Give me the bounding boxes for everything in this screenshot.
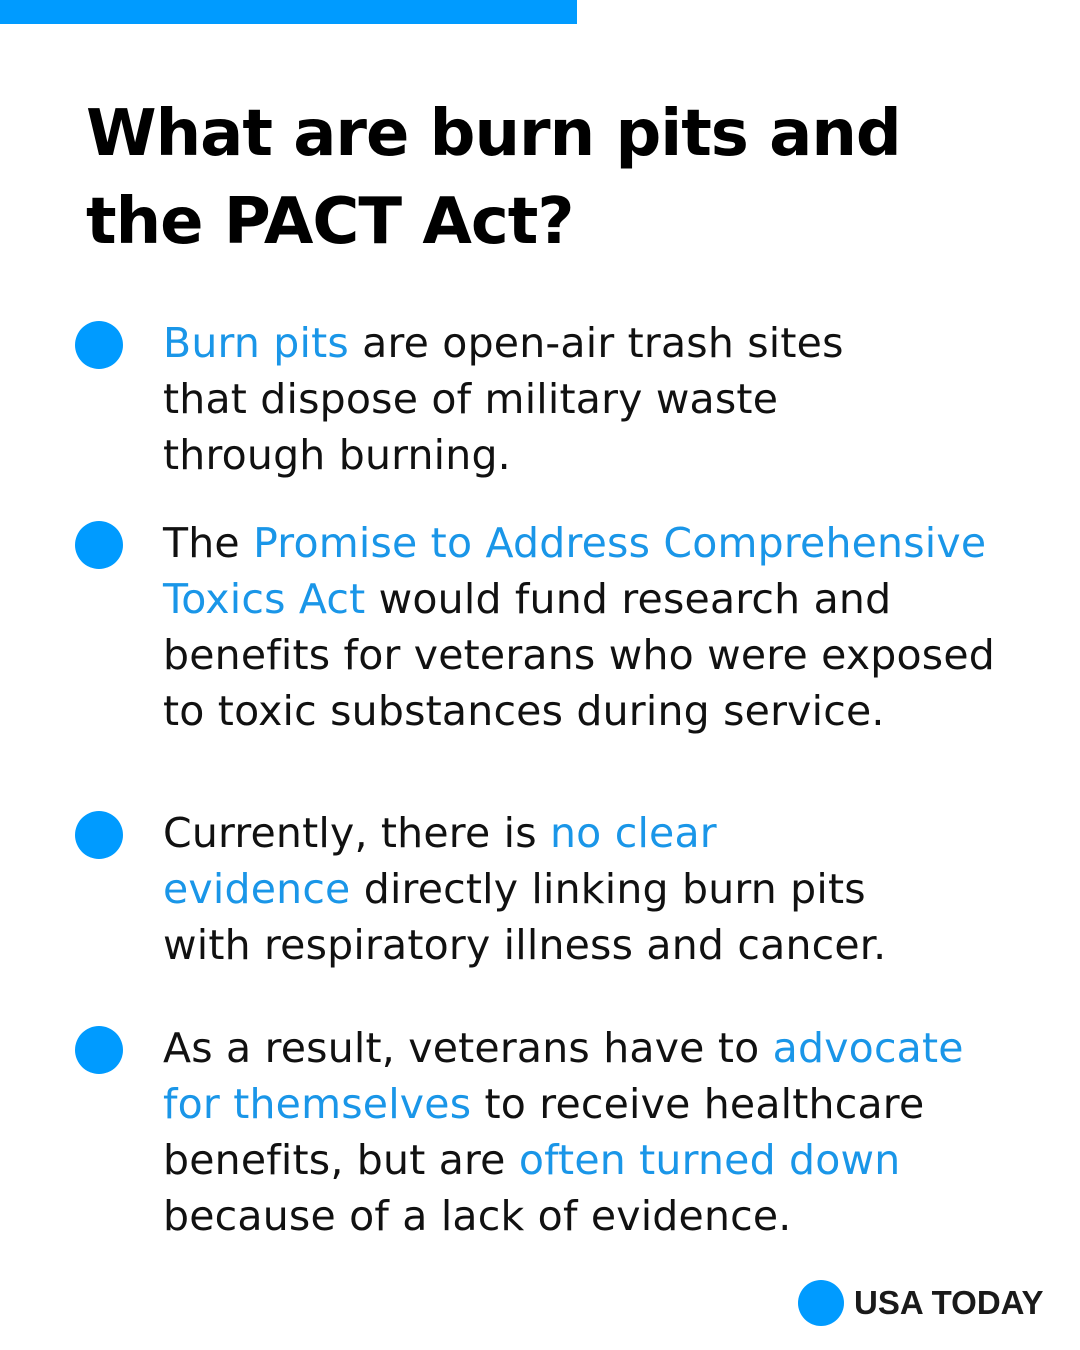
bullet-line [163,571,1068,627]
highlighted-phrase: for themselves [163,1080,472,1128]
top-accent-bar [0,0,577,24]
highlighted-phrase: evidence [163,865,351,913]
bullet-line [163,371,1068,427]
bullet-line [163,1020,1068,1076]
text-segment: through burning. [163,431,511,479]
bullet-text [163,1020,1068,1244]
highlighted-phrase: Toxics Act [163,575,366,623]
bullet-line [163,917,1068,973]
text-segment: to toxic substances during service. [163,687,885,735]
bullet-text [163,805,1068,973]
usa-today-dot-icon [798,1280,844,1326]
bullet-dot-icon [75,321,123,369]
text-segment: As a result, veterans have to [163,1024,773,1072]
text-segment: directly linking burn pits [350,865,866,913]
bullet-line [163,861,1068,917]
bullet-text [163,515,1068,739]
bullet-dot-icon [75,811,123,859]
highlighted-phrase: Promise to Address Comprehensive [253,519,987,567]
highlighted-phrase: advocate [772,1024,964,1072]
text-segment: with respiratory illness and cancer. [163,921,887,969]
bullet-line [163,1132,1068,1188]
bullet-line [163,515,1068,571]
text-segment: because of a lack of evidence. [163,1192,792,1240]
text-segment: Currently, there is [163,809,550,857]
bullet-text [163,315,1068,483]
bullet-line [163,627,1068,683]
highlighted-phrase: Burn pits [163,319,349,367]
highlighted-phrase: no clear [550,809,717,857]
brand-name: USA TODAY [854,1284,1044,1321]
bullet-line [163,315,1068,371]
title-line-1: What are burn pits and [86,97,901,171]
text-segment: that dispose of military waste [163,375,779,423]
highlighted-phrase: often turned down [518,1136,901,1184]
bullet-line [163,1076,1068,1132]
title-line-2: the PACT Act? [86,185,574,259]
bullet-line [163,683,1068,739]
bullet-dot-icon [75,1026,123,1074]
text-segment: The [163,519,254,567]
bullet-line [163,805,1068,861]
page-title [86,90,986,266]
text-segment: are open-air trash sites [348,319,844,367]
text-segment: benefits for veterans who were exposed [163,631,996,679]
bullet-dot-icon [75,521,123,569]
text-segment: to receive healthcare [471,1080,925,1128]
text-segment: benefits, but are [163,1136,519,1184]
bullet-line [163,1188,1068,1244]
text-segment: would fund research and [365,575,892,623]
bullet-line [163,427,1068,483]
